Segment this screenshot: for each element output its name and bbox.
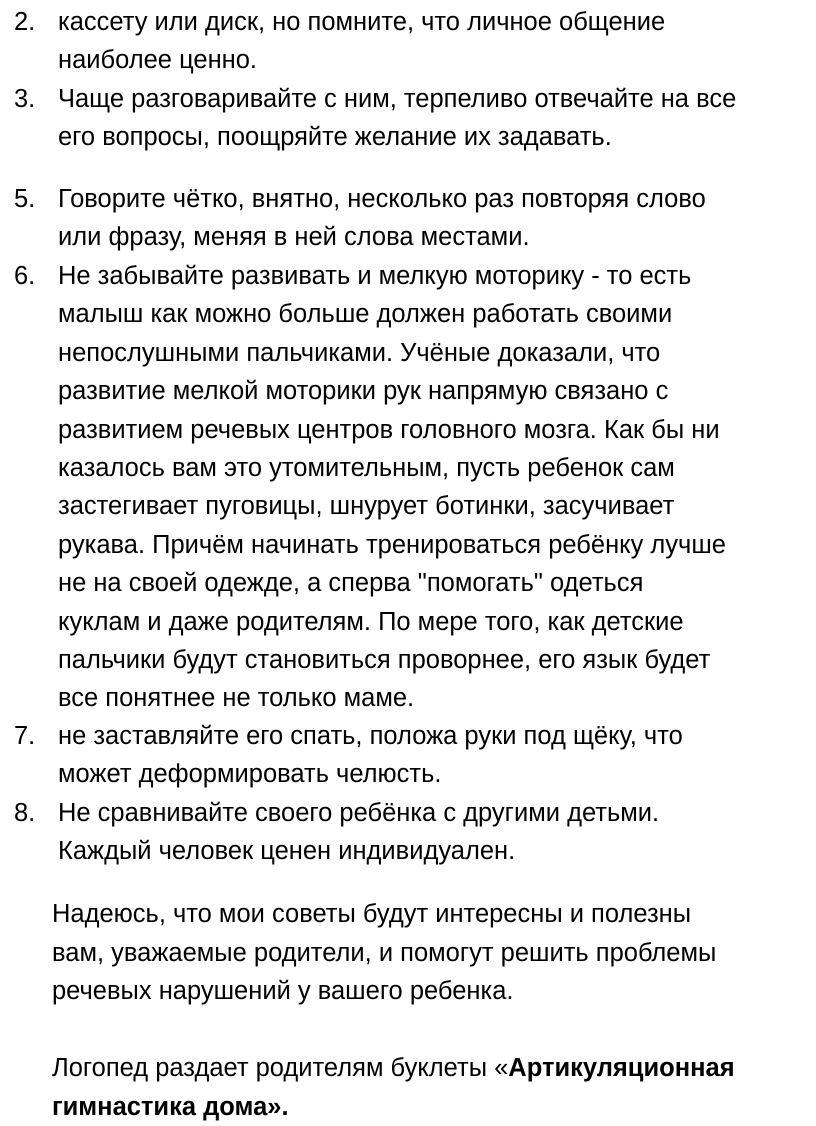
list-item-number: 8. [14, 799, 36, 827]
list-item-number: 7. [14, 722, 36, 750]
list-item-number: 6. [14, 262, 36, 290]
list-item-text: Чаще разговаривайте с ним, терпеливо отвечайте на все его вопросы, поощряйте желание их задавать. [58, 85, 737, 152]
list-item-text: не заставляйте его спать, положа руки под щёку, что может деформировать челюсть. [58, 722, 683, 789]
list-item-number: 3. [14, 85, 36, 113]
list-item-text: Не сравнивайте своего ребёнка с другими детьми. Каждый человек ценен индивидуален. [58, 799, 660, 866]
booklet-text: Логопед раздает родителям буклеты « [52, 1054, 509, 1082]
booklet-title: Артикуляционная гимнастика дома». [52, 1054, 735, 1121]
list-item-text: Не забывайте развивать и мелкую моторику - то есть малыш как можно больше должен работать своими непослушными пальчиками. Учёные доказали, что развитие мелкой моторики рук напрямую связано с развитием речевых центров головного мозга. Как бы ни казалось вам это утомительным, пусть ребенок сам застегивает пуговицы, шнурует ботинки, засучивает рукава. Причём начинать тренироваться ребёнку лучше не на своей одежде, а сперва "помогать" одеться куклам и даже родителям. По мере того, как детские пальчики будут становиться проворнее, его язык будет все понятнее не только маме. [58, 262, 726, 713]
list-item-number: 2. [14, 8, 36, 36]
closing-paragraph: Надеюсь, что мои советы будут интересны и полезны вам, уважаемые родители, и помогут решить проблемы речевых нарушений у вашего ребенка. [52, 900, 717, 1006]
list-item-number: 5. [14, 185, 36, 213]
list-item-text: кассету или диск, но помните, что личное общение наиболее ценно. [58, 8, 666, 75]
booklet-paragraph [52, 1049, 812, 1126]
list-item-text: Говорите чётко, внятно, несколько раз повторяя слово или фразу, меняя в ней слова местами. [58, 185, 706, 252]
